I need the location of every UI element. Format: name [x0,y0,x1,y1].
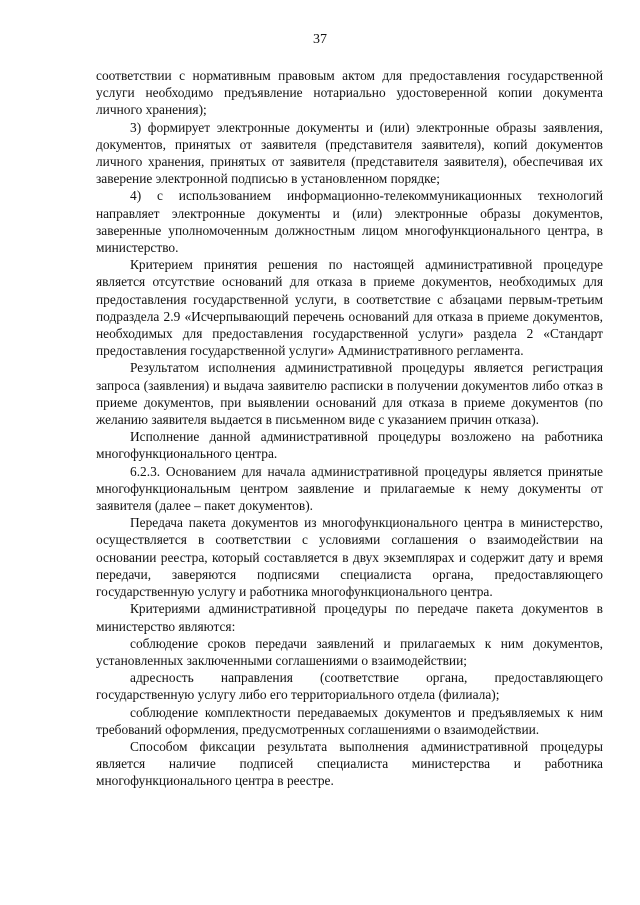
paragraph-continuation: соответствии с нормативным правовым актом для предоставления государственной услуги необходимо предъявление нотариально удостоверенной копии документа личного хранения); [96,68,603,118]
paragraph-executor: Исполнение данной административной процедуры возложено на работника многофункционального центра. [96,429,603,462]
paragraph-criterion-addressing: адресность направления (соответствие органа, предоставляющего государственную услугу либо его территориального отдела (филиала); [96,670,603,703]
paragraph-package-transfer: Передача пакета документов из многофункционального центра в министерство, осуществляется в соответствии с условиями соглашения о взаимодействии на основании реестра, который составляется в двух экземплярах и содержит дату и время передачи, заверяются подписями специалиста органа, предоставляющего государственную услугу и работника многофункционального центра. [96,515,603,600]
paragraph-transfer-criteria: Критериями административной процедуры по передаче пакета документов в министерство являются: [96,601,603,634]
page-number: 37 [313,32,327,47]
document-body [96,67,603,790]
paragraph-6-2-3: 6.2.3. Основанием для начала административной процедуры является принятые многофункциональным центром заявление и прилагаемые к нему документы от заявителя (далее – пакет документов). [96,463,603,514]
paragraph-criterion-deadlines: соблюдение сроков передачи заявлений и прилагаемых к ним документов, установленных заключенными соглашениями о взаимодействии; [96,635,603,668]
paragraph-fixation-method: Способом фиксации результата выполнения административной процедуры является наличие подписей специалиста министерства и работника многофункционального центра в реестре. [96,738,603,789]
paragraph-decision-criterion: Критерием принятия решения по настоящей административной процедуре является отсутствие оснований для отказа в приеме документов, необходимых для предоставления государственной услуги, в соответствие с абзацами первым-третьим подраздела 2.9 «Исчерпывающий перечень оснований для отказа в приеме документов, необходимых для предоставления государственной услуги» раздела 2 «Стандарт предоставления государственной услуги» Административного регламента. [96,257,603,359]
paragraph-item-4: 4) с использованием информационно-телекоммуникационных технологий направляет электронные документы и (или) электронные образы документов, заверенные уполномоченным должностным лицом многофункционального центра, в министерство. [96,188,603,256]
paragraph-procedure-result: Результатом исполнения административной процедуры является регистрация запроса (заявления) и выдача заявителю расписки в получении документов либо отказ в приеме документов, при выявлении оснований для отказа в приеме документов (по желанию заявителя выдается в письменном виде с указанием причин отказа). [96,360,603,428]
paragraph-item-3: 3) формирует электронные документы и (или) электронные образы заявления, документов, принятых от заявителя (представителя заявителя), копий документов личного хранения, принятых от заявителя (представителя заявителя), обеспечивая их заверение электронной подписью в установленном порядке; [96,119,603,187]
paragraph-criterion-completeness: соблюдение комплектности передаваемых документов и предъявляемых к ним требований оформления, предусмотренных соглашениями о взаимодействии. [96,704,603,737]
